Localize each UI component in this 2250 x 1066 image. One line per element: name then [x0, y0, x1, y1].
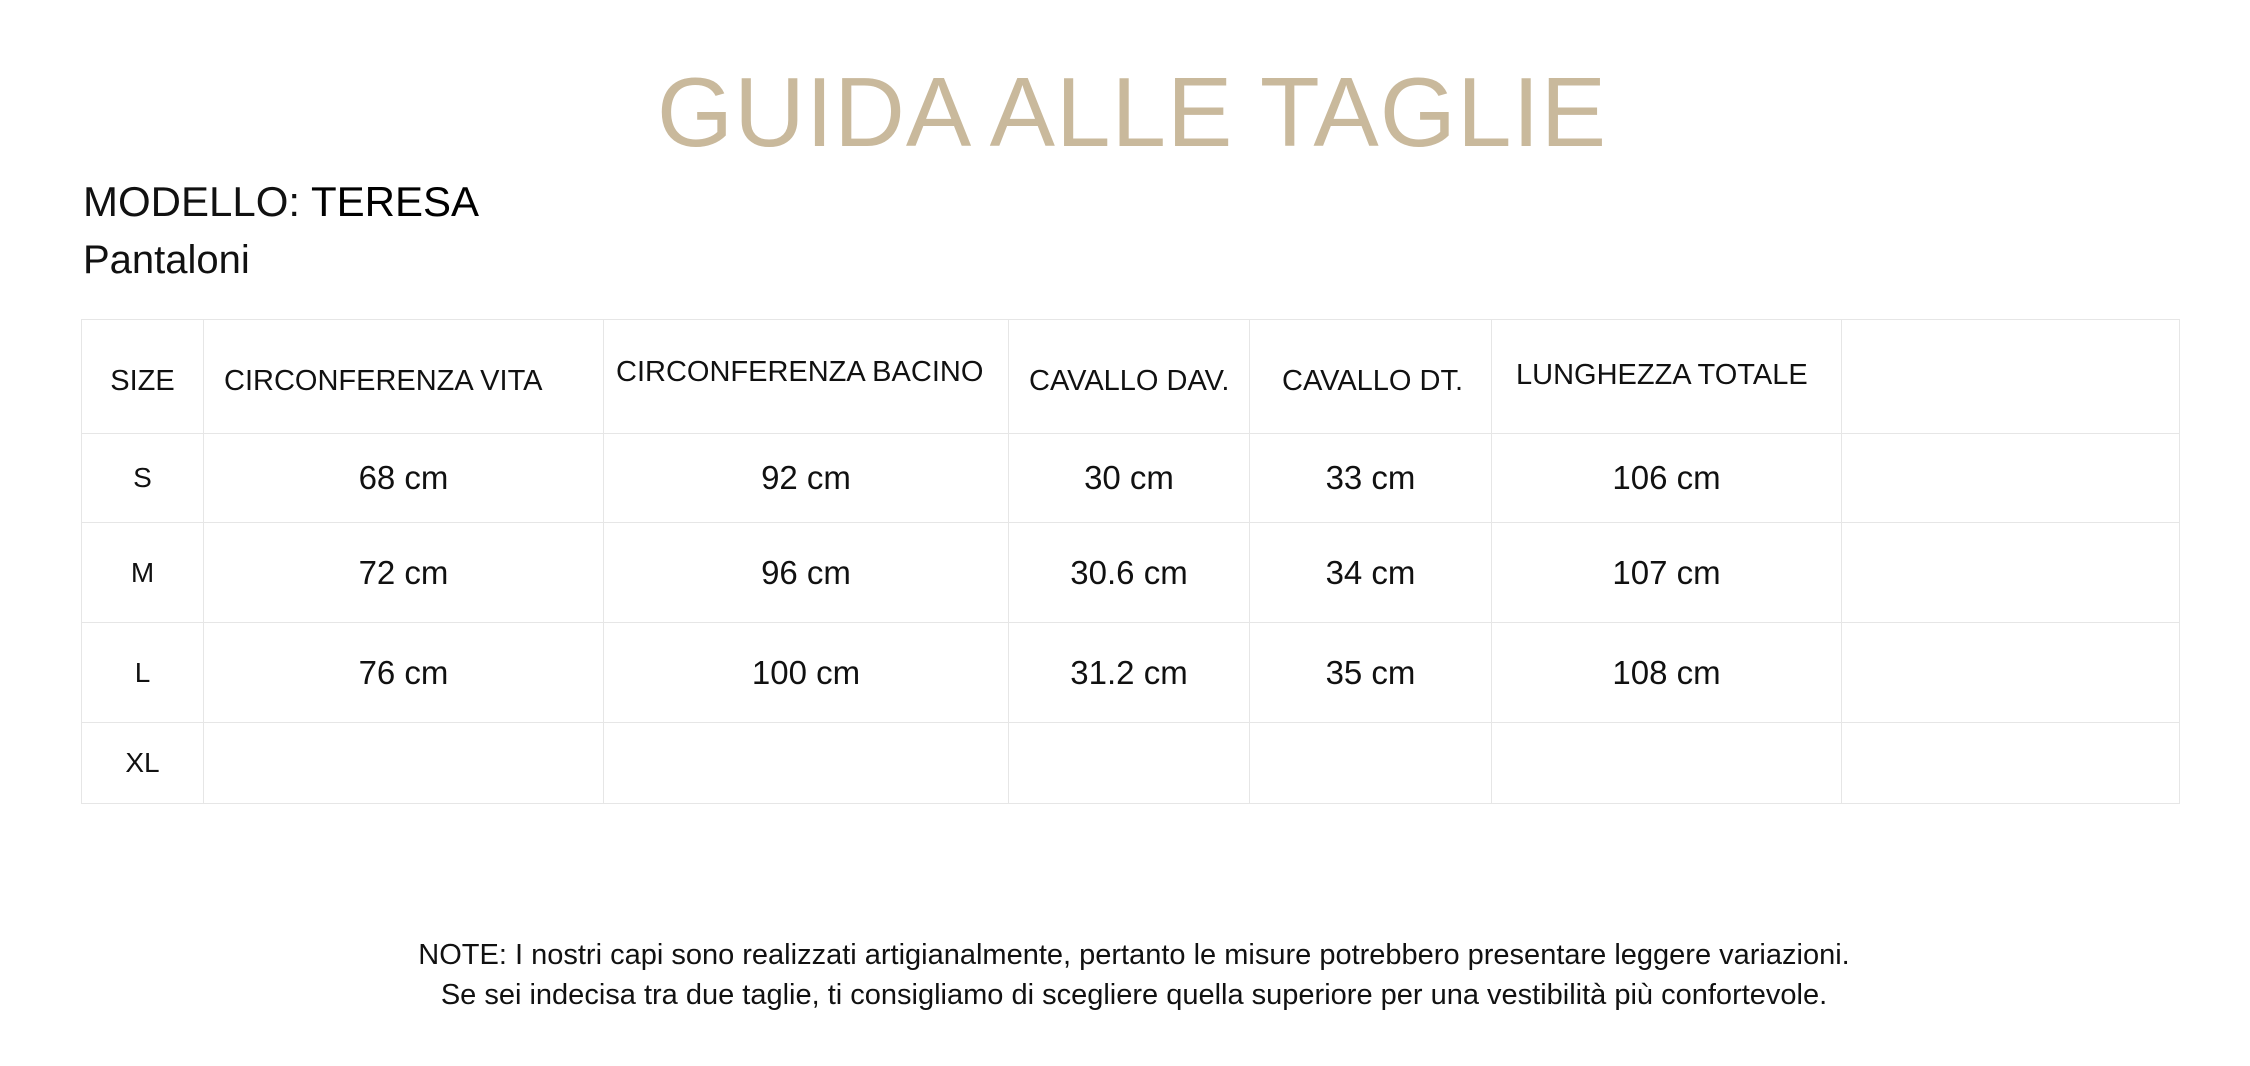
table-cell	[1842, 434, 2180, 523]
table-row	[82, 723, 2180, 804]
table-cell	[1492, 723, 1842, 804]
notes-line-2: Se sei indecisa tra due taglie, ti consigliamo di scegliere quella superiore per una vestibilità più confortevole.	[440, 979, 1828, 1011]
table-cell: 96 cm	[604, 523, 1009, 623]
table-cell: 76 cm	[204, 623, 604, 723]
model-category: Pantaloni	[83, 238, 250, 282]
page-title: GUIDA ALLE TAGLIE	[656, 57, 1608, 167]
size-cell: S	[82, 434, 204, 523]
table-header-row	[82, 320, 2180, 434]
model-label: MODELLO:	[83, 178, 301, 225]
table-cell	[1250, 723, 1492, 804]
size-cell: L	[82, 623, 204, 723]
table-cell: 34 cm	[1250, 523, 1492, 623]
table-cell	[1842, 523, 2180, 623]
notes	[0, 935, 2250, 1015]
table-row	[82, 523, 2180, 623]
table-cell: 108 cm	[1492, 623, 1842, 723]
header-cell: CIRCONFERENZA VITA	[204, 320, 604, 434]
table-cell: 106 cm	[1492, 434, 1842, 523]
size-table	[81, 319, 2180, 804]
header-cell: SIZE	[82, 320, 204, 434]
header-cell: CAVALLO DT.	[1250, 320, 1492, 434]
table-cell	[1009, 723, 1250, 804]
table-cell: 35 cm	[1250, 623, 1492, 723]
header-cell	[1842, 320, 2180, 434]
table-cell	[204, 723, 604, 804]
table-cell: 31.2 cm	[1009, 623, 1250, 723]
table-cell	[1842, 723, 2180, 804]
notes-text-1: I nostri capi sono realizzati artigianalmente, pertanto le misure potrebbero presentare leggere variazioni.	[506, 939, 1850, 971]
header-cell: LUNGHEZZA TOTALE	[1492, 320, 1842, 434]
table-cell: 92 cm	[604, 434, 1009, 523]
table-row	[82, 623, 2180, 723]
table-cell: 107 cm	[1492, 523, 1842, 623]
table-cell: 30 cm	[1009, 434, 1250, 523]
model-name: TERESA	[310, 178, 480, 225]
notes-line-1	[0, 935, 2250, 975]
size-cell: M	[82, 523, 204, 623]
notes-label: NOTE:	[418, 939, 507, 971]
table-cell	[604, 723, 1009, 804]
table-cell: 72 cm	[204, 523, 604, 623]
table-cell: 33 cm	[1250, 434, 1492, 523]
table-cell	[1842, 623, 2180, 723]
table-cell: 68 cm	[204, 434, 604, 523]
size-cell: XL	[82, 723, 204, 804]
header-cell: CIRCONFERENZA BACINO	[604, 320, 1009, 434]
model-heading	[83, 178, 479, 226]
table-cell: 100 cm	[604, 623, 1009, 723]
table-row	[82, 434, 2180, 523]
table-cell: 30.6 cm	[1009, 523, 1250, 623]
header-cell: CAVALLO DAV.	[1009, 320, 1250, 434]
